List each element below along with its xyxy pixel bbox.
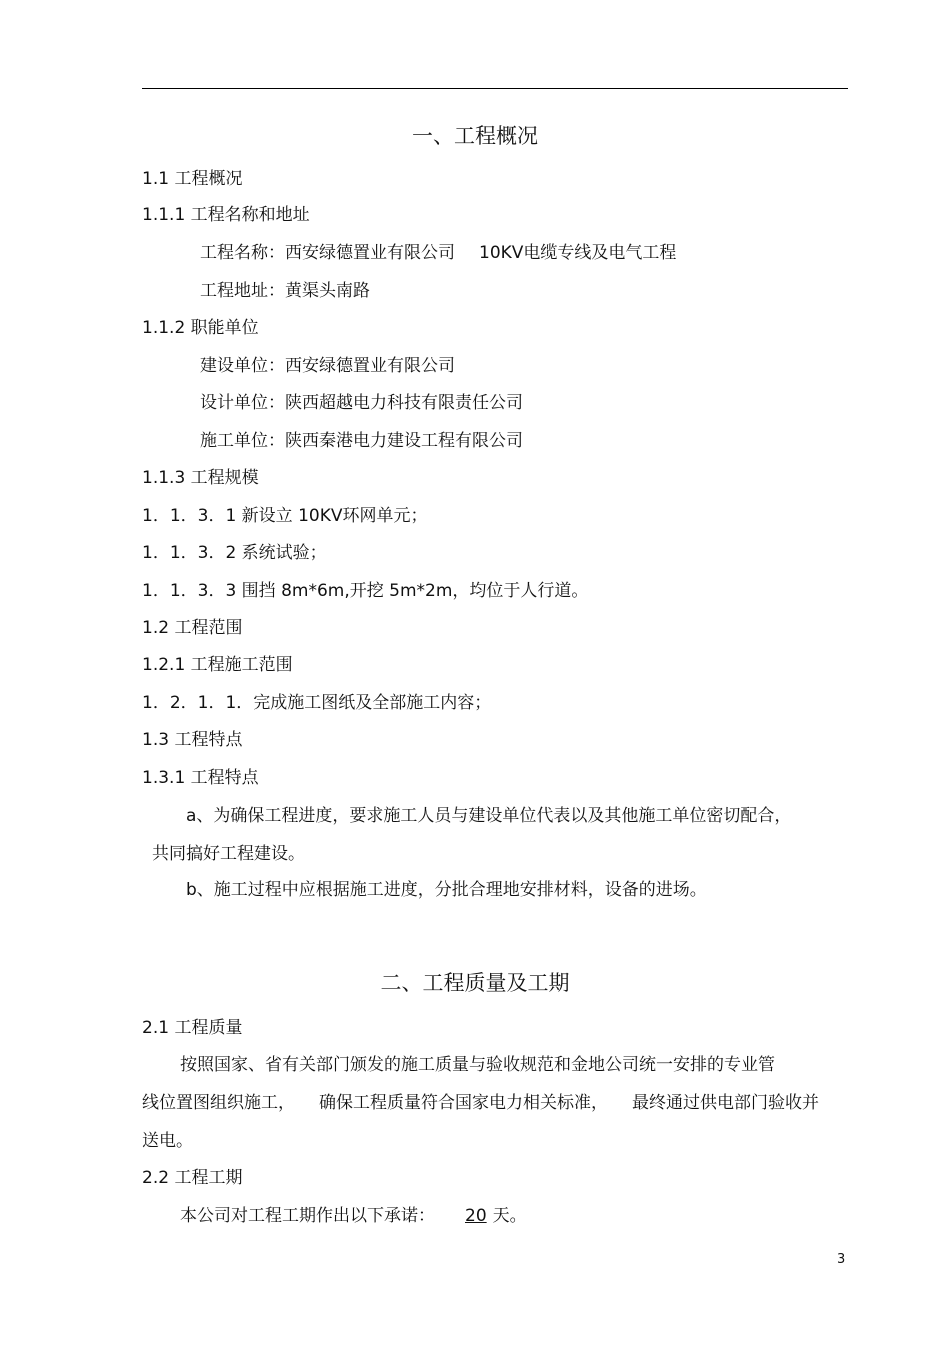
heading-2-1: 2.1 工程质量: [142, 1018, 243, 1038]
construction-unit: 施工单位：陕西秦港电力建设工程有限公司: [200, 431, 523, 451]
project-name-line: [200, 242, 676, 264]
heading-1-2-1: 1.2.1 工程施工范围: [142, 655, 293, 675]
page-number: 3: [837, 1252, 846, 1267]
duration-text: 本公司对工程工期作出以下承诺：: [180, 1206, 435, 1226]
section-title-1: 一、工程概况: [412, 124, 538, 148]
heading-1-1-3: 1.1.3 工程规模: [142, 468, 259, 488]
scale-item-3: 1．1．3．3 围挡 8m*6m,开挖 5m*2m，均位于人行道。: [142, 581, 589, 601]
quality-part-a: 线位置图组织施工，: [142, 1093, 295, 1113]
duration-unit: 天。: [492, 1206, 527, 1226]
heading-1-1-1: 1.1.1 工程名称和地址: [142, 205, 310, 225]
owner-unit: 建设单位：西安绿德置业有限公司: [200, 356, 455, 376]
duration-line: [180, 1205, 527, 1227]
heading-1-1-2: 1.1.2 职能单位: [142, 318, 259, 338]
quality-para-line-3: 送电。: [142, 1131, 193, 1151]
quality-part-c: 最终通过供电部门验收并: [632, 1093, 819, 1113]
heading-1-2: 1.2 工程范围: [142, 618, 243, 638]
heading-1-3: 1.3 工程特点: [142, 730, 243, 750]
scale-item-1: 1．1．3．1 新设立 10KV环网单元；: [142, 506, 428, 526]
quality-part-b: 确保工程质量符合国家电力相关标准，: [319, 1093, 608, 1113]
section-title-2: 二、工程质量及工期: [380, 971, 570, 995]
feature-b: b、施工过程中应根据施工进度，分批合理地安排材料，设备的进场。: [186, 880, 707, 900]
heading-2-2: 2.2 工程工期: [142, 1168, 243, 1188]
scope-item-1: 1．2．1．1．完成施工图纸及全部施工内容；: [142, 693, 492, 713]
project-name-cont: 10KV电缆专线及电气工程: [479, 243, 677, 263]
duration-days-value: 20: [465, 1206, 487, 1226]
feature-a: a、为确保工程进度，要求施工人员与建设单位代表以及其他施工单位密切配合，: [186, 806, 792, 826]
feature-a-cont: 共同搞好工程建设。: [152, 844, 305, 864]
heading-1-1: 1.1 工程概况: [142, 169, 243, 189]
project-address: 工程地址：黄渠头南路: [200, 281, 370, 301]
scale-item-2: 1．1．3．2 系统试验；: [142, 543, 327, 563]
quality-para-line-1: 按照国家、省有关部门颁发的施工质量与验收规范和金地公司统一安排的专业管: [180, 1055, 775, 1075]
quality-para-line-2: [142, 1092, 819, 1114]
heading-1-3-1: 1.3.1 工程特点: [142, 768, 259, 788]
project-name: 工程名称：西安绿德置业有限公司: [200, 243, 455, 263]
design-unit: 设计单位：陕西超越电力科技有限责任公司: [200, 393, 523, 413]
header-rule: [142, 88, 848, 89]
